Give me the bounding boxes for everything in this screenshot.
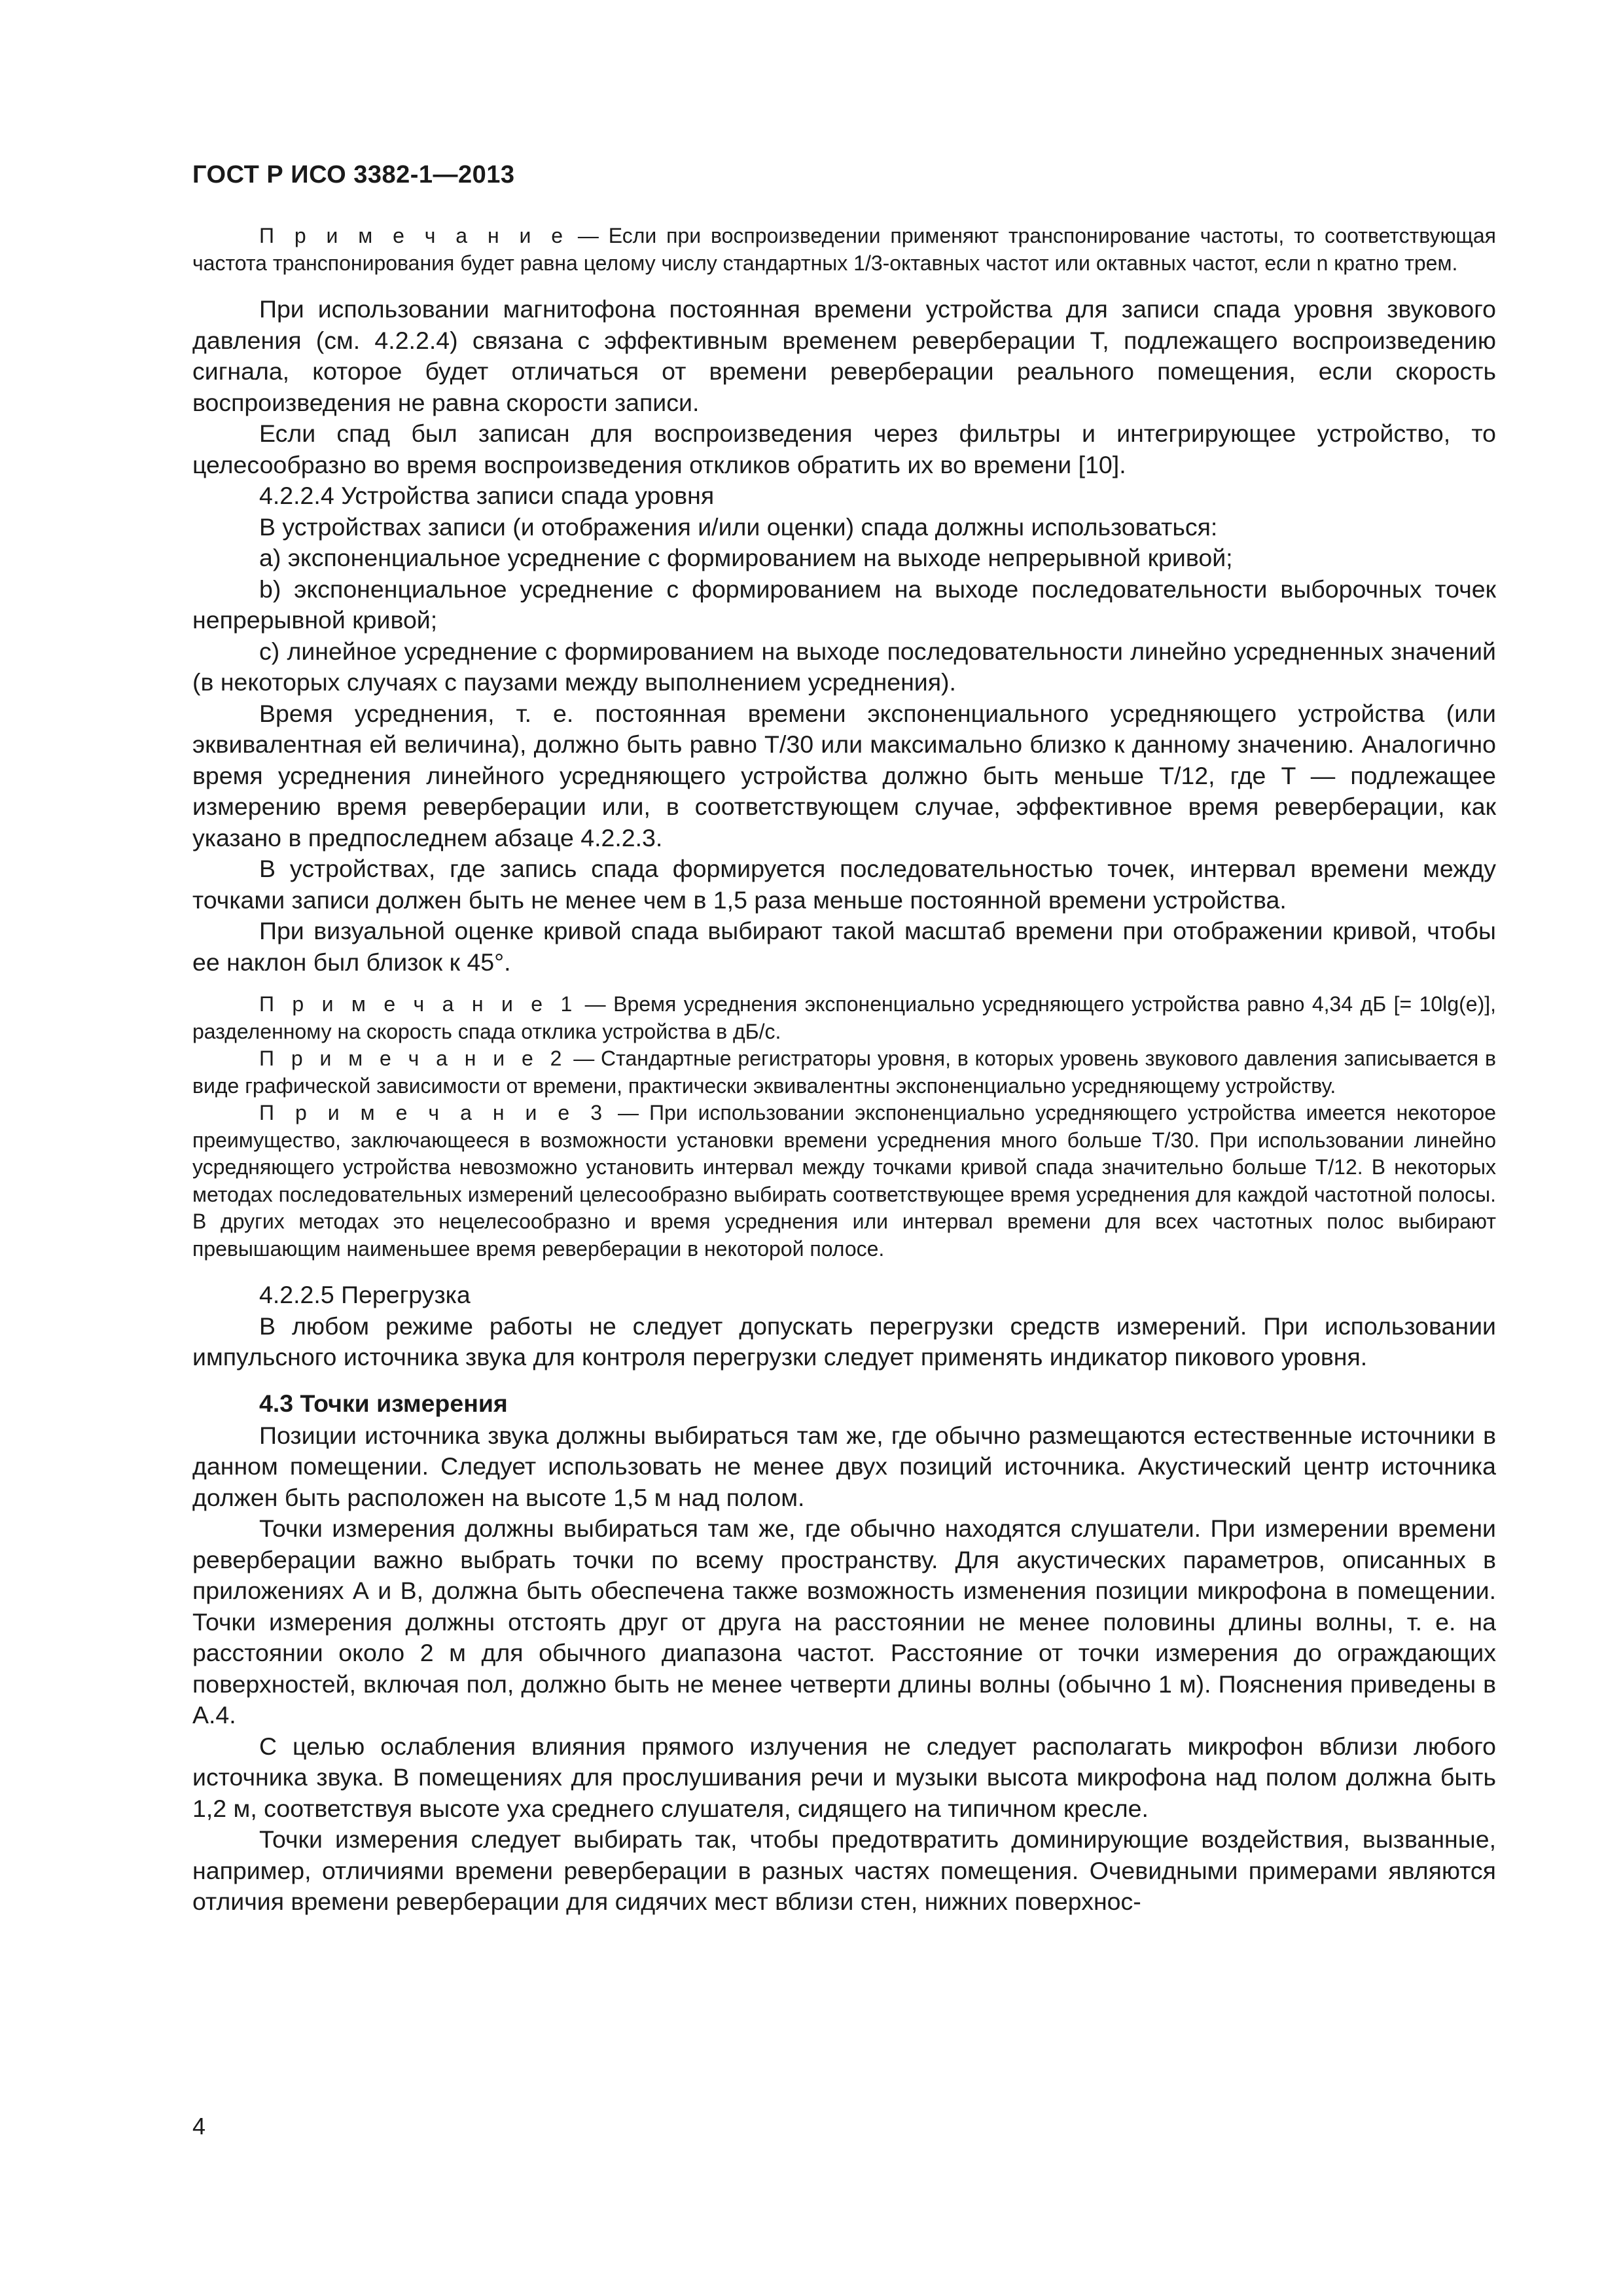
- note-lead: П р и м е ч а н и е 1: [259, 992, 578, 1016]
- note-lead: П р и м е ч а н и е 3: [259, 1101, 607, 1124]
- note-text: — Стандартные регистраторы уровня, в которых уровень звукового давления записывается в виде графической зависимости от времени, практически эквивалентны экспоненциально усредняющему устройству.: [192, 1047, 1497, 1098]
- list-item-a: а) экспоненциальное усреднение с формированием на выходе непрерывной кривой;: [259, 544, 1233, 571]
- paragraph: Время усреднения, т. е. постоянная времени экспоненциального усредняющего устройства (или эквивалентная ей величина), должно быть равно T/30 или максимально близко к данному значению. Аналогично время усреднения линейного усредняющего устройства должно быть меньше T/12, где T — подлежащее измерению время реверберации или, в соответствующем случае, эффективное время реверберации, как указано в предпоследнем абзаце 4.2.2.3.: [192, 699, 1496, 852]
- paragraph: Если спад был записан для воспроизведения через фильтры и интегрирующее устройство, то целесообразно во время воспроизведения откликов обратить их во времени [10].: [192, 420, 1496, 478]
- paragraph: При использовании магнитофона постоянная времени устройства для записи спада уровня звукового давления (см. 4.2.2.4) связана с эффективным временем реверберации T, подлежащего воспроизведению сигнала, которое будет отличаться от времени реверберации реального помещения, если скорость воспроизведения не равна скорости записи.: [192, 295, 1496, 416]
- page-body: [192, 223, 1496, 1918]
- paragraph: Точки измерения должны выбираться там же, где обычно находятся слушатели. При измерении времени реверберации важно выбрать точки по всему пространству. Для акустических параметров, описанных в приложениях А и В, должна быть обеспечена также возможность изменения позиции микрофона в помещении. Точки измерения должны отстоять друг от друга на расстоянии не менее половины длины волны, т. е. на расстоянии около 2 м для обычного диапазона частот. Расстояние от точки измерения до ограждающих поверхностей, включая пол, должно быть не менее четверти длины волны (обычно 1 м). Пояснения приведены в А.4.: [192, 1515, 1496, 1729]
- paragraph: С целью ослабления влияния прямого излучения не следует располагать микрофон вблизи любого источника звука. В помещениях для прослушивания речи и музыки высота микрофона над полом должна быть 1,2 м, соответствуя высоте уха среднего слушателя, сидящего на типичном кресле.: [192, 1732, 1496, 1822]
- paragraph: Точки измерения следует выбирать так, чтобы предотвратить доминирующие воздействия, вызванные, например, отличиями времени реверберации в разных частях помещения. Очевидными примерами являются отличия времени реверберации для сидячих мест вблизи стен, нижних поверхнос-: [192, 1825, 1496, 1915]
- note-2: [192, 1045, 1496, 1100]
- note-text: — При использовании экспоненциально усредняющего устройства имеется некоторое преимущество, заключающееся в возможности установки времени усреднения много больше T/30. При использовании линейно усредняющего устройства невозможно установить интервал между точками кривой спада значительно больше T/12. В некоторых методах последовательных измерений целесообразно выбирать соответствующее время усреднения для каждой частотной полосы. В других методах это нецелесообразно и время усреднения или интервал времени для всех частотных полос выбирают превышающим наименьшее время реверберации в некоторой полосе.: [192, 1101, 1497, 1261]
- note-lead: П р и м е ч а н и е 2: [259, 1047, 567, 1070]
- note-3: [192, 1100, 1496, 1263]
- paragraph: В устройствах записи (и отображения и/или оценки) спада должны использоваться:: [259, 512, 1218, 541]
- paragraph: Позиции источника звука должны выбираться там же, где обычно размещаются естественные источники в данном помещении. Следует использовать не менее двух позиций источника. Акустический центр источника должен быть расположен на высоте 1,5 м над полом.: [192, 1421, 1496, 1511]
- note-1: [192, 991, 1496, 1045]
- paragraph: При визуальной оценке кривой спада выбирают такой масштаб времени при отображении кривой, чтобы ее наклон был близок к 45°.: [192, 917, 1496, 976]
- note-text: — Если при воспроизведении применяют транспонирование частоты, то соответствующая частота транспонирования будет равна целому числу стандартных 1/3-октавных частот или октавных частот, если n кратно трем.: [192, 224, 1497, 275]
- paragraph: В любом режиме работы не следует допускать перегрузки средств измерений. При использовании импульсного источника звука для контроля перегрузки следует применять индикатор пикового уровня.: [192, 1312, 1496, 1371]
- list-item-b: b) экспоненциальное усреднение с формированием на выходе последовательности выборочных точек непрерывной кривой;: [192, 575, 1496, 634]
- paragraph: В устройствах, где запись спада формируется последовательностью точек, интервал времени между точками записи должен быть не менее чем в 1,5 раза меньше постоянной времени устройства.: [192, 855, 1496, 914]
- document-header: ГОСТ Р ИСО 3382-1—2013: [192, 161, 515, 188]
- section-title-4-2-2-4: 4.2.2.4 Устройства записи спада уровня: [259, 482, 715, 509]
- note-lead: П р и м е ч а н и е: [259, 224, 569, 247]
- page-number: 4: [192, 2113, 206, 2140]
- section-heading-4-3: 4.3 Точки измерения: [259, 1389, 508, 1417]
- section-title-4-2-2-5: 4.2.2.5 Перегрузка: [259, 1281, 471, 1308]
- note-transposition: [192, 223, 1496, 277]
- list-item-c: с) линейное усреднение с формированием на выходе последовательности линейно усредненных значений (в некоторых случаях с паузами между выполнением усреднения).: [192, 637, 1496, 696]
- note-text: — Время усреднения экспоненциально усредняющего устройства равно 4,34 дБ [= 10lg(e)], разделенному на скорость спада отклика устройства в дБ/с.: [192, 992, 1497, 1043]
